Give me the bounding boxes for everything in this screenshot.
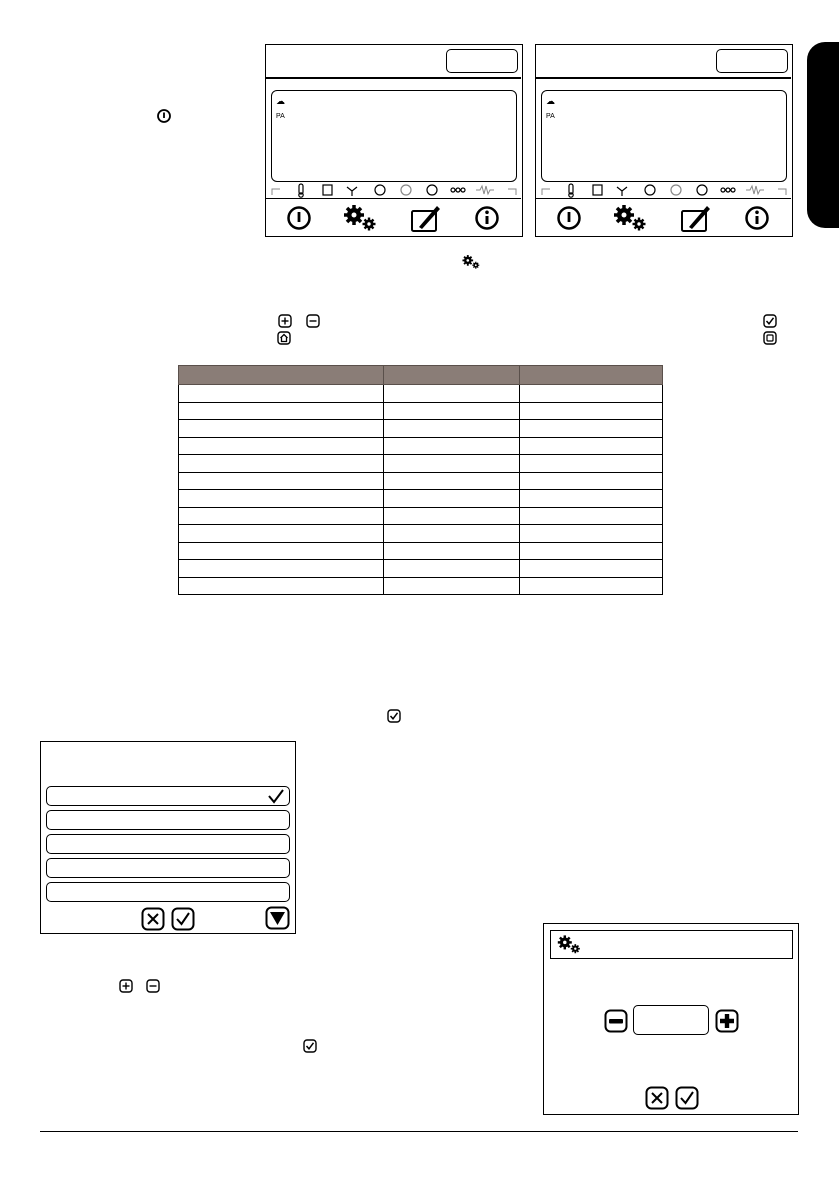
check-icon	[267, 788, 285, 804]
table-row	[179, 385, 663, 403]
header-divider	[266, 77, 521, 79]
display-area	[271, 90, 517, 182]
list-item[interactable]	[46, 810, 290, 830]
table-cell	[384, 525, 520, 543]
power-icon	[156, 108, 172, 124]
gears-icon	[460, 254, 482, 270]
pa-label: PA	[546, 113, 555, 120]
table-cell	[384, 455, 520, 473]
scroll-down-button[interactable]	[265, 906, 290, 930]
checkbox-empty-icon	[763, 331, 777, 345]
table-cell	[179, 420, 384, 438]
table-cell	[179, 542, 384, 560]
status-icon-row	[270, 182, 520, 198]
table-cell	[179, 577, 384, 595]
increment-button[interactable]	[715, 1009, 739, 1033]
header-divider	[536, 77, 791, 79]
status-icon-row	[540, 182, 790, 198]
table-cell	[520, 577, 663, 595]
plus-icon	[119, 979, 133, 993]
parameter-table	[178, 365, 663, 595]
decrement-button[interactable]	[604, 1009, 628, 1033]
language-tab	[807, 42, 839, 228]
brush-icon[interactable]	[680, 203, 712, 233]
table-row	[179, 542, 663, 560]
list-item[interactable]	[46, 834, 290, 854]
power-icon[interactable]	[286, 205, 312, 231]
table-cell	[384, 560, 520, 578]
list-item-selected[interactable]	[46, 786, 290, 806]
minus-icon	[146, 979, 160, 993]
home-icon	[277, 331, 291, 345]
value-edit-screen	[543, 923, 799, 1115]
table-cell	[179, 490, 384, 508]
table-cell	[179, 472, 384, 490]
table-row	[179, 525, 663, 543]
table-cell	[520, 402, 663, 420]
confirm-button[interactable]	[675, 1086, 699, 1110]
gears-icon	[555, 934, 583, 955]
table-cell	[520, 507, 663, 525]
table-header-cell	[179, 366, 384, 385]
table-cell	[384, 490, 520, 508]
table-cell	[520, 542, 663, 560]
header-button[interactable]	[716, 49, 788, 73]
table-cell	[384, 507, 520, 525]
table-cell	[179, 455, 384, 473]
checkbox-checked-icon	[387, 709, 401, 723]
table-cell	[384, 402, 520, 420]
table-row	[179, 402, 663, 420]
table-cell	[520, 437, 663, 455]
cancel-button[interactable]	[645, 1086, 669, 1110]
header-button[interactable]	[446, 49, 518, 73]
table-cell	[179, 385, 384, 403]
table-row	[179, 472, 663, 490]
footer-rule	[40, 1131, 798, 1132]
table-cell	[179, 437, 384, 455]
table-cell	[179, 507, 384, 525]
gears-icon[interactable]	[610, 203, 650, 233]
list-item[interactable]	[46, 858, 290, 878]
display-area	[541, 90, 787, 182]
footer-bar	[536, 198, 791, 236]
table-cell	[179, 402, 384, 420]
table-row	[179, 490, 663, 508]
table-cell	[384, 577, 520, 595]
title-bar	[550, 930, 793, 959]
table-cell	[179, 560, 384, 578]
table-cell	[520, 455, 663, 473]
table-cell	[520, 385, 663, 403]
table-header-row	[179, 366, 663, 385]
plus-icon	[278, 314, 292, 328]
table-row	[179, 577, 663, 595]
pa-label: PA	[276, 113, 285, 120]
table-header-cell	[384, 366, 520, 385]
device-screen-right	[535, 44, 793, 237]
table-cell	[384, 385, 520, 403]
table-row	[179, 420, 663, 438]
table-cell	[520, 560, 663, 578]
table-cell	[384, 437, 520, 455]
table-row	[179, 437, 663, 455]
power-icon[interactable]	[556, 205, 582, 231]
cloud-icon: ☁	[276, 96, 285, 106]
minus-icon	[306, 314, 320, 328]
gears-icon[interactable]	[340, 203, 380, 233]
checkbox-checked-icon	[763, 314, 777, 328]
table-cell	[384, 472, 520, 490]
cloud-icon: ☁	[546, 96, 555, 106]
device-screen-left	[265, 44, 523, 237]
confirm-button[interactable]	[171, 907, 195, 931]
table-cell	[520, 490, 663, 508]
table-cell	[520, 525, 663, 543]
table-cell	[384, 420, 520, 438]
footer-bar	[266, 198, 521, 236]
table-row	[179, 560, 663, 578]
table-cell	[179, 525, 384, 543]
table-cell	[520, 420, 663, 438]
brush-icon[interactable]	[410, 203, 442, 233]
table-row	[179, 455, 663, 473]
value-field[interactable]	[633, 1005, 709, 1035]
table-cell	[520, 472, 663, 490]
table-header-cell	[520, 366, 663, 385]
cancel-button[interactable]	[141, 907, 165, 931]
info-icon[interactable]	[474, 205, 500, 231]
info-icon[interactable]	[744, 205, 770, 231]
table-cell	[384, 542, 520, 560]
table-row	[179, 507, 663, 525]
checkbox-checked-icon	[303, 1039, 317, 1053]
list-item[interactable]	[46, 882, 290, 902]
